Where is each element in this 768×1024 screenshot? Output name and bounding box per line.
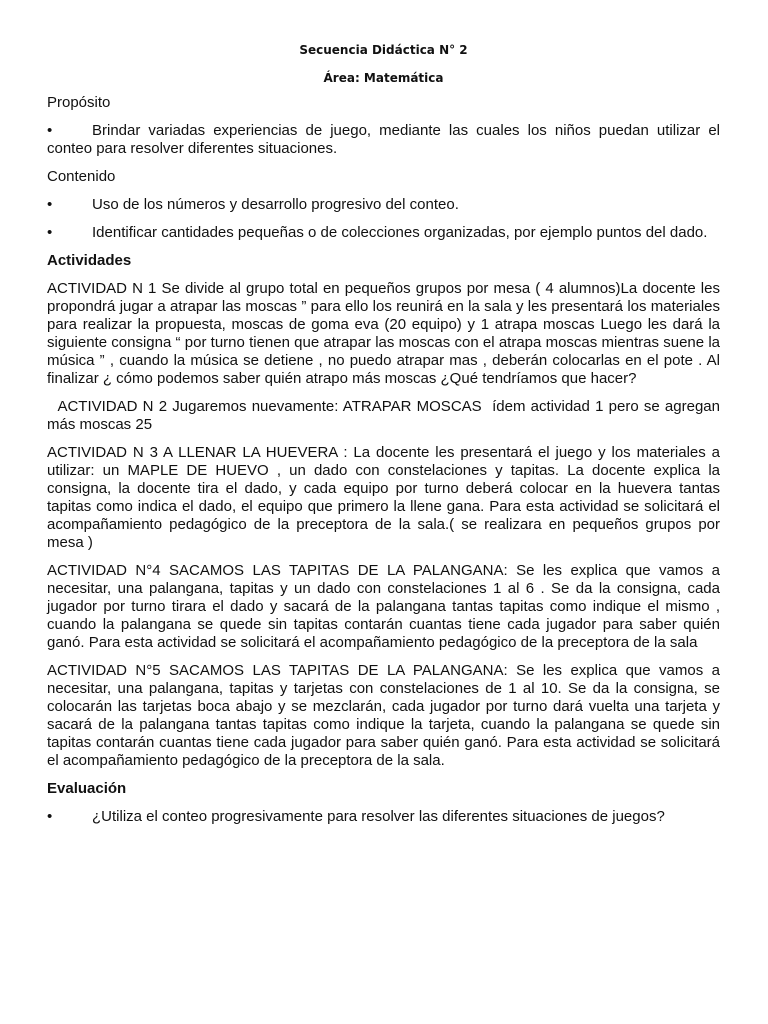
actividades-heading: Actividades [47, 252, 132, 269]
actividad-5: ACTIVIDAD N°5 SACAMOS LAS TAPITAS DE LA PALANGANA: Se les explica que vamos a necesitar, una palangana, tapitas y tarjetas con constelaciones de 1 al 10. Se da la consigna, se colocarán las tarjetas boca abajo y se mezclarán, cada jugador por turno dará vuelta una tarjeta y sacará de la palangana tantas tapitas como indique la tarjeta, cuando la palangana se quede sin tapitas contarán cuantas tiene cada jugador para saber quién ganó. Para esta actividad se solicitará el acompañamiento pedagógico de la preceptora de la sala. [47, 662, 720, 769]
bullet-mark: • [47, 808, 53, 825]
proposito-item [47, 122, 720, 158]
proposito-heading: Propósito [47, 94, 111, 111]
document-title: Secuencia Didáctica N° 2 [299, 43, 468, 57]
contenido-item [47, 196, 720, 214]
bullet-mark: • [47, 122, 53, 139]
contenido-item-text: Identificar cantidades pequeñas o de colecciones organizadas, por ejemplo puntos del dado. [92, 224, 708, 241]
bullet-mark: • [47, 196, 53, 213]
actividad-1: ACTIVIDAD N 1 Se divide al grupo total en pequeños grupos por mesa ( 4 alumnos)La docente les propondrá jugar a atrapar las moscas ” para ello los reunirá en la sala y les presentará los materiales para realizar la propuesta, moscas de goma eva (20 equipo) y 1 atrapa moscas Luego les dará la siguiente consigna “ por turno tienen que atrapar las moscas con el atrapa moscas mientras suene la música ” , cuando la música se detiene , no puedo atrapar mas , deberán colocarlas en el pote . Al finalizar ¿ cómo podemos saber quién atrapo más moscas ¿Qué tendríamos que hacer? [47, 280, 720, 387]
actividad-4: ACTIVIDAD N°4 SACAMOS LAS TAPITAS DE LA PALANGANA: Se les explica que vamos a necesitar, una palangana, tapitas y un dado con constelaciones 1 al 6 . Se da la consigna, cada jugador por turno tirara el dado y sacará de la palangana tantas tapitas como indique el mismo , cuando la palangana se quede sin tapitas contarán cuantas tiene cada jugador para saber quién ganó. Para esta actividad se solicitará el acompañamiento pedagógico de la preceptora de la sala [47, 562, 720, 651]
actividad-3: ACTIVIDAD N 3 A LLENAR LA HUEVERA : La docente les presentará el juego y los materiales a utilizar: un MAPLE DE HUEVO , un dado con constelaciones y tapitas. La docente explica la consigna, la docente tira el dado, y cada equipo por turno deberá colocar en la huevera tantas tapitas como indica el dado, el equipo que primero la llene gana. Para esta actividad se solicitará el acompañamiento pedagógico de la preceptora de la sala.( se realizara en pequeños grupos por mesa ) [47, 444, 720, 551]
evaluacion-heading: Evaluación [47, 780, 127, 797]
bullet-mark: • [47, 224, 53, 241]
evaluacion-item-text: ¿Utiliza el conteo progresivamente para resolver las diferentes situaciones de juegos? [92, 808, 665, 825]
evaluacion-item [47, 808, 720, 826]
contenido-item-text: Uso de los números y desarrollo progresivo del conteo. [92, 196, 459, 213]
actividad-2: ACTIVIDAD N 2 Jugaremos nuevamente: ATRAPAR MOSCAS ídem actividad 1 pero se agregan más moscas 25 [47, 398, 725, 433]
proposito-item-text: Brindar variadas experiencias de juego, mediante las cuales los niños puedan utilizar el conteo para resolver diferentes situaciones. [47, 122, 720, 157]
contenido-item [47, 224, 720, 242]
contenido-heading: Contenido [47, 168, 116, 185]
document-page [47, 42, 725, 836]
document-area: Área: Matemática [323, 71, 444, 85]
